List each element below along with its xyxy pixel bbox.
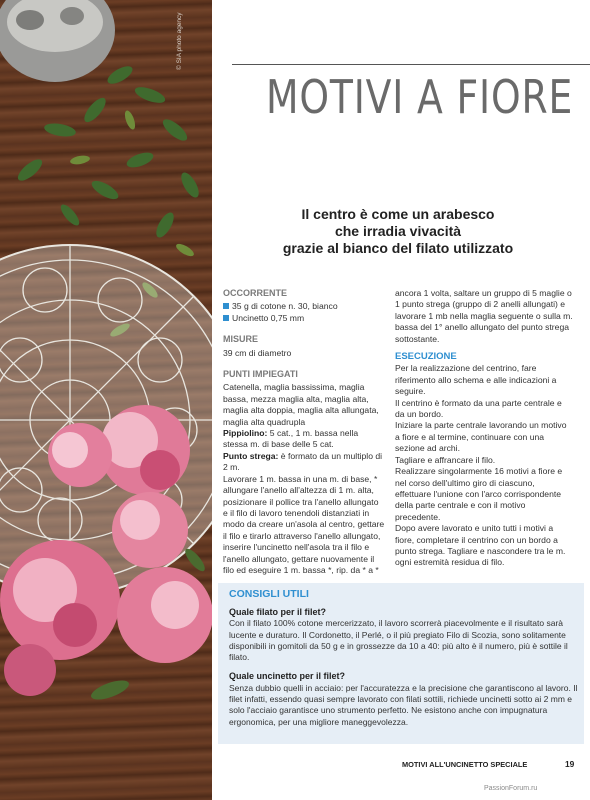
column-left bbox=[223, 288, 385, 576]
misure-heading: MISURE bbox=[223, 334, 259, 345]
subtitle-line: Il centro è come un arabesco bbox=[301, 206, 495, 222]
misure-text: 39 cm di diametro bbox=[223, 347, 292, 358]
tip-answer: Con il filato 100% cotone mercerizzato, il lavoro scorrerà piacevolmente e il risultato sarà lucente e duraturo. Il Cordonetto, il Perlé, o il più pregiato Filo di Scozia, sono solitamente disponibili in gomitoli da 50 g e in grossezze da 10 a 40: più alto è il numero, più è sottile il filato. bbox=[229, 618, 568, 663]
photo-credit: © SIA photo agency bbox=[176, 12, 183, 70]
strega-paragraph: Punto strega: è formato da un multiplo di 2 m. bbox=[223, 450, 383, 473]
strega-continuation: ancora 1 volta, saltare un gruppo di 5 maglie o 1 punto strega (gruppo di 2 anelli allungati) e lavorare 1 mb nella maglia seguente o sulla m. bassa del 1° anello allungato del punto strega sottostante. bbox=[395, 288, 573, 344]
occorrente-item: Uncinetto 0,75 mm bbox=[223, 313, 385, 324]
tip-question: Quale uncinetto per il filet? bbox=[229, 671, 346, 682]
square-bullet-icon bbox=[223, 303, 229, 309]
esecuzione-paragraph: Dopo avere lavorato e unito tutti i motivi a fiore, completare il centrino con un bordo a punto strega. Tagliare e nascondere tra le m. ogni estremità residua di filo. bbox=[395, 523, 566, 568]
title-rule bbox=[232, 64, 590, 65]
footer-magazine: MOTIVI ALL'UNCINETTO SPECIALE bbox=[402, 760, 528, 769]
esecuzione-paragraph: Realizzare singolarmente 16 motivi a fiore e nel corso dell'ultimo giro di ciascuno, effettuare l'unione con l'arco corrispondente della parte centrale e con il motivo precedente. bbox=[395, 466, 563, 522]
occorrente-item: 35 g di cotone n. 30, bianco bbox=[223, 301, 385, 312]
punti-heading: PUNTI IMPIEGATI bbox=[223, 369, 298, 380]
page-title: MOTIVI A FIORE bbox=[266, 70, 574, 124]
occorrente-heading: OCCORRENTE bbox=[223, 288, 288, 298]
esecuzione-paragraph: Per la realizzazione del centrino, fare riferimento allo schema e alle indicazioni a seguire. bbox=[395, 363, 557, 397]
cover-photo bbox=[0, 0, 212, 800]
tips-body bbox=[229, 607, 579, 728]
esecuzione-paragraph: Iniziare la parte centrale lavorando un motivo a fiore e al termine, continuare con una sezione ad archi. bbox=[395, 420, 567, 454]
pippiolino-term: Pippiolino: bbox=[223, 428, 268, 439]
punti-intro: Catenella, maglia bassissima, maglia bassa, mezza maglia alta, maglia alta, maglia alta doppia, maglia alta allungata, maglia alta quadrupla bbox=[223, 382, 379, 427]
esecuzione-paragraph: Il centrino è formato da una parte centrale e da un bordo. bbox=[395, 397, 562, 420]
watermark: PassionForum.ru bbox=[484, 785, 538, 792]
subtitle-line: grazie al bianco del filato utilizzato bbox=[282, 240, 514, 256]
strega-instructions: Lavorare 1 m. bassa in una m. di base, * allungare l'anello all'altezza di 1 m. alta, posizionare il pollice tra l'anello allungato e il filo di lavoro tenendoli distanziati in modo da creare un'asola al centro, gettare il filo e tirarlo attraverso l'anello allungato, inserire l'uncinetto nell'asola tra il filo e l'anello allungato, gettare nuovamente il filo ed eseguire 1 m. bassa *, rip. da * a * bbox=[223, 473, 385, 575]
esecuzione-heading: ESECUZIONE bbox=[395, 351, 457, 363]
esecuzione-paragraph: Tagliare e affrancare il filo. bbox=[395, 454, 496, 465]
pippiolino-paragraph: Pippiolino: 5 cat., 1 m. bassa nella stessa m. di base delle 5 cat. bbox=[223, 428, 359, 450]
subtitle-line: che irradia vivacità bbox=[334, 223, 462, 239]
tip-answer: Senza dubbio quelli in acciaio: per l'accuratezza e la precisione che garantiscono al lavoro. Il filet infatti, essendo quasi sempre lavorato con filati sottili, richiede uncinetti sotto ai 2 mm e solo l'acciaio garantisce uno strumento perfetto. Ne esistono anche con impugnatura ergonomica, per una migliore maneggevolezza. bbox=[229, 682, 578, 727]
photo-illustration bbox=[0, 0, 212, 800]
square-bullet-icon bbox=[223, 315, 229, 321]
strega-term: Punto strega: bbox=[223, 450, 279, 461]
column-right bbox=[395, 288, 573, 569]
tip-question: Quale filato per il filet? bbox=[229, 607, 327, 617]
tips-heading: CONSIGLI UTILI bbox=[229, 588, 309, 600]
subtitle bbox=[226, 206, 570, 257]
page-number: 19 bbox=[565, 759, 575, 769]
